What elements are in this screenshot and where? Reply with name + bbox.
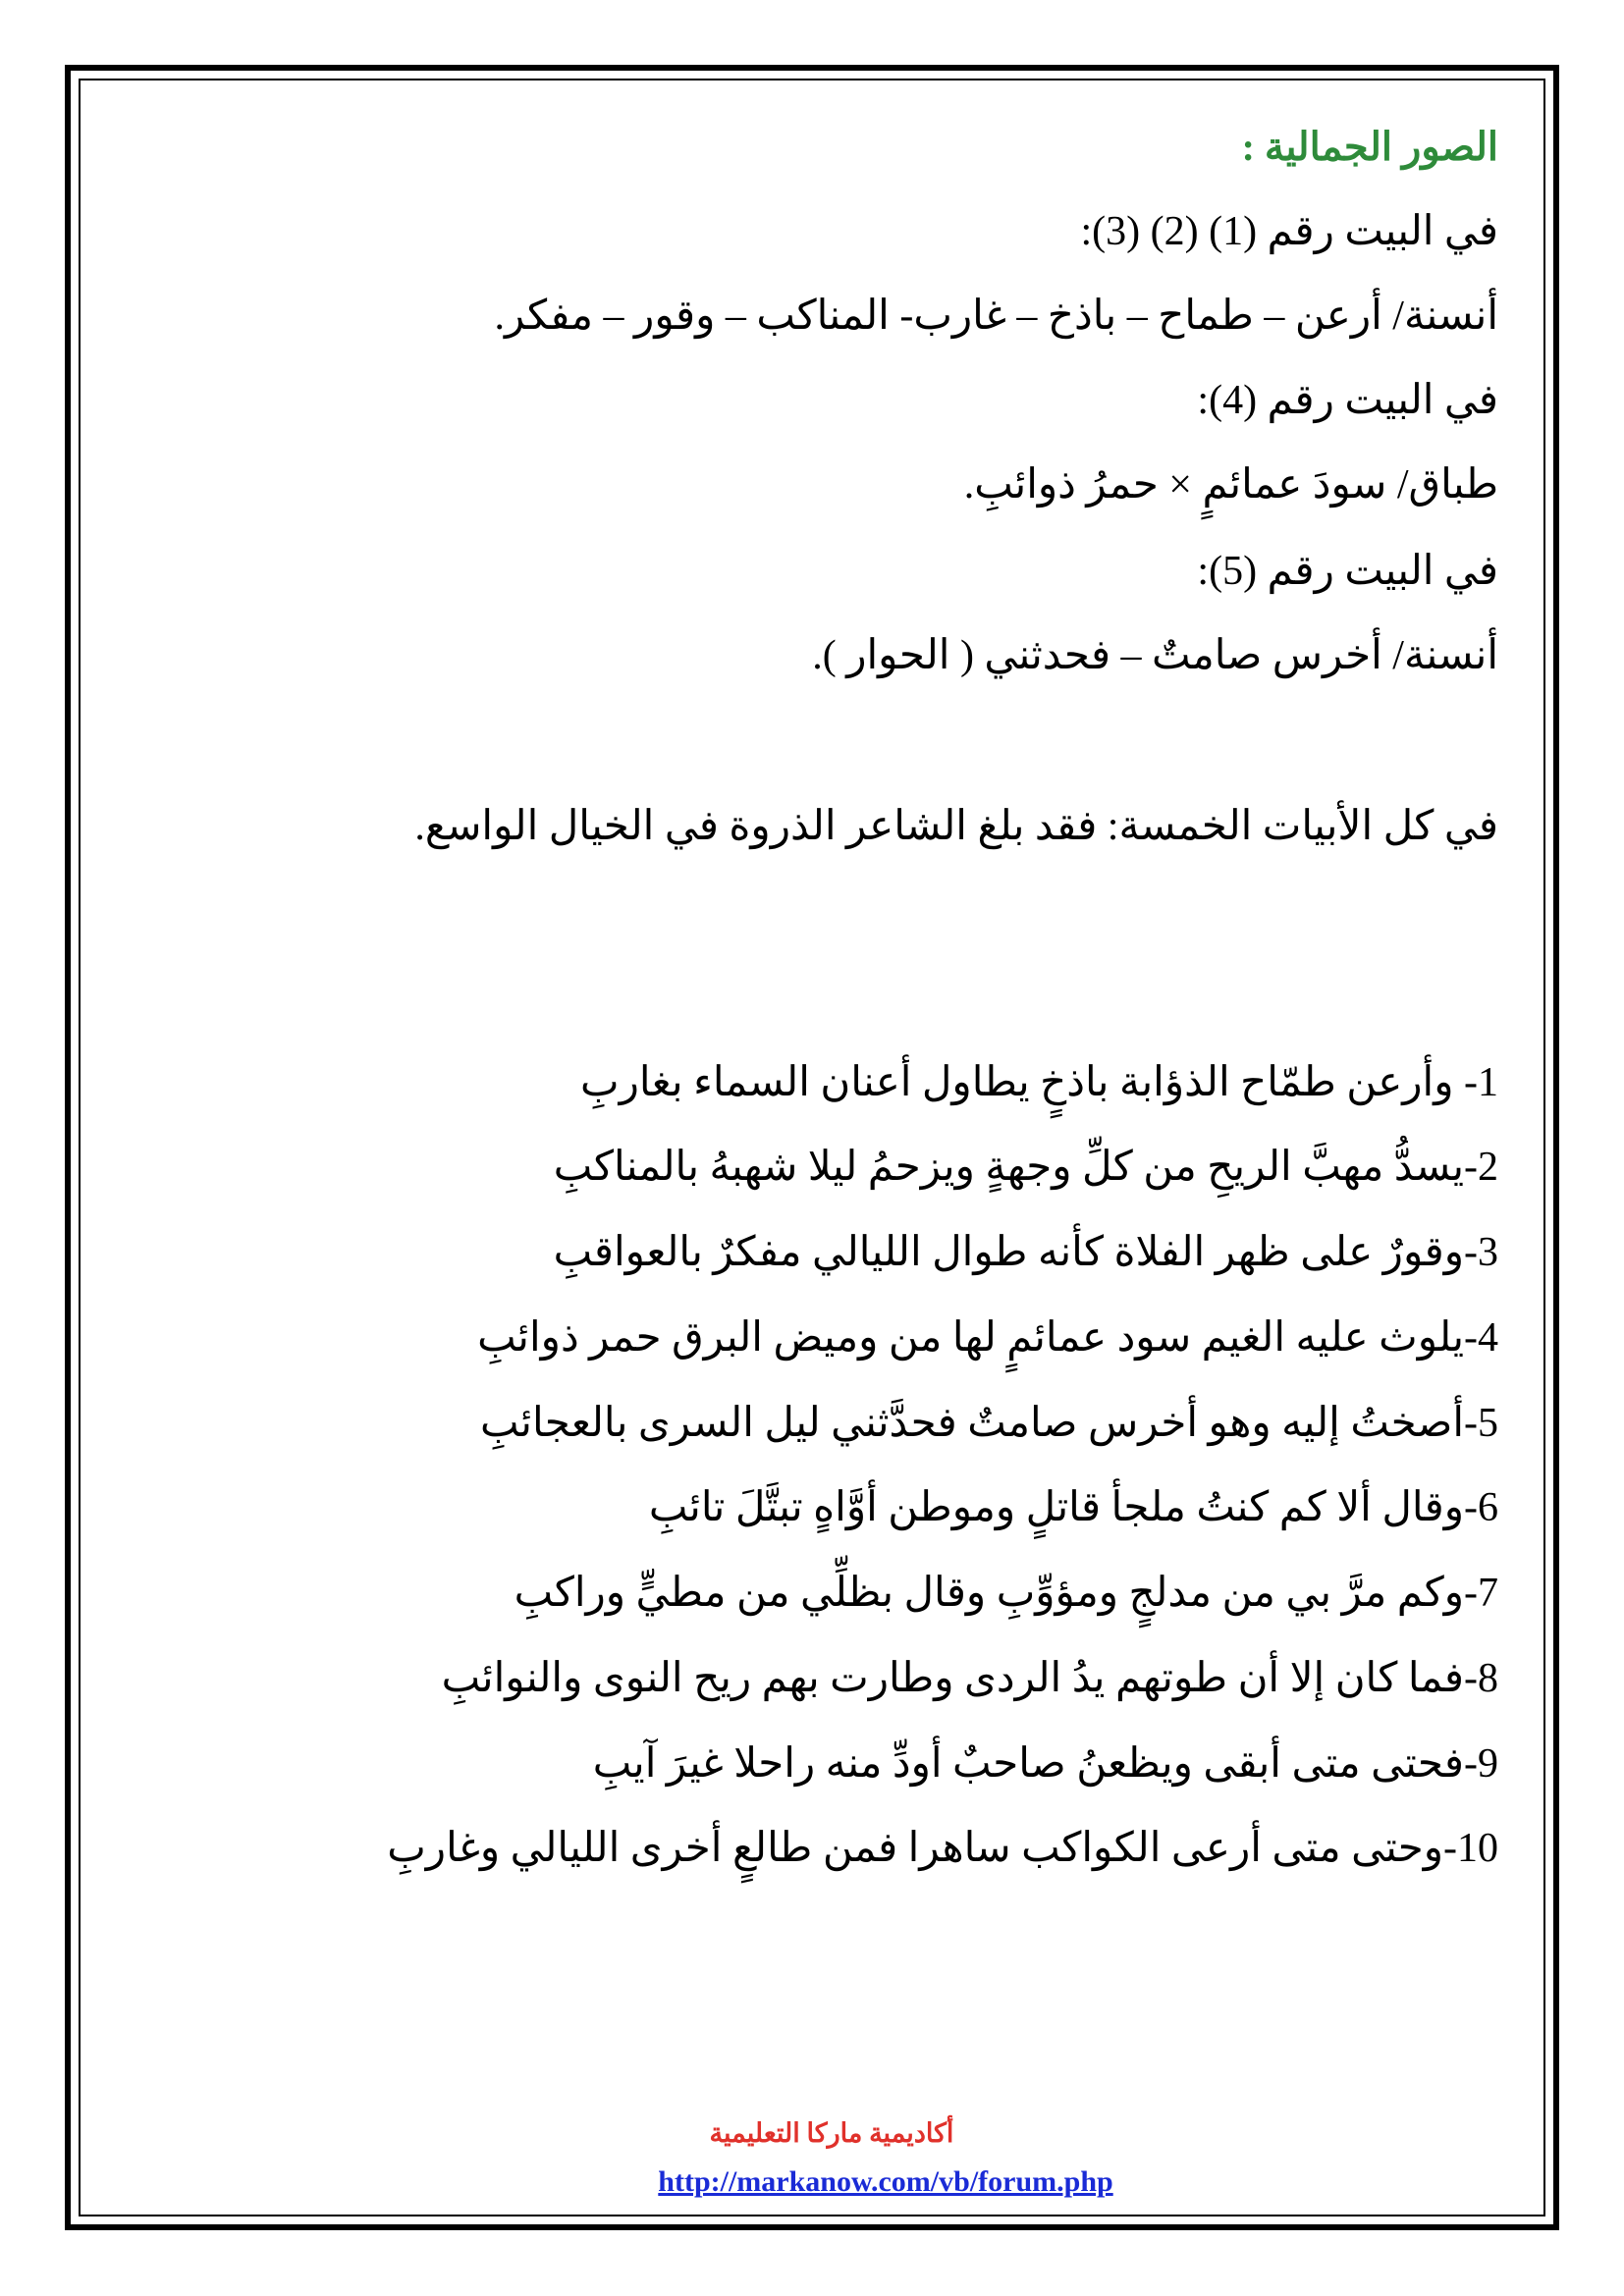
verse-line: 7-وكم مرَّ بي من مدلجٍ ومؤوِّبِ وقال بظلِّي من مطيٍّ وراكبِ [514,1571,1498,1616]
verse-line: 10-وحتى متى أرعى الكواكب ساهرا فمن طالعٍ أخرى الليالي وغاربِ [387,1826,1498,1871]
verse-line: 6-وقال ألا كم كنتُ ملجأ قاتلٍ وموطن أوَّاهٍ تبتَّلَ تائبِ [648,1485,1498,1530]
verse-line: 2-يسدُّ مهبَّ الريحِ من كلِّ وجهةٍ ويزحمُ ليلا شهبهُ بالمناكبِ [553,1145,1498,1190]
verse-line: 9-فحتى متى أبقى ويظعنُ صاحبٌ أودِّ منه راحلا غيرَ آيبِ [592,1741,1498,1787]
verse-line: 3-وقورٌ على ظهر الفلاة كأنه طوال الليالي مفكرٌ بالعواقبِ [553,1230,1498,1275]
analysis-summary: في كل الأبيات الخمسة: فقد بلغ الشاعر الذروة في الخيال الواسع. [414,804,1498,849]
analysis-line: في البيت رقم (1) (2) (3): [1080,209,1498,254]
verse-line: 8-فما كان إلا أن طوتهم يدُ الردى وطارت بهم ريح النوى والنوائبِ [441,1656,1498,1701]
analysis-line: طباق/ سودَ عمائمٍ × حمرُ ذوائبِ. [963,462,1498,507]
footer-forum-link[interactable]: http://markanow.com/vb/forum.php [658,2165,1113,2198]
section-title: الصور الجمالية : [1241,125,1498,169]
footer-academy-name: أكاديمية ماركا التعليمية [709,2118,954,2148]
verse-line: 4-يلوث عليه الغيم سود عمائمٍ لها من وميض البرق حمر ذوائبِ [477,1315,1498,1361]
analysis-line: في البيت رقم (4): [1197,378,1498,423]
verse-line: 1- وأرعن طمّاح الذؤابة باذخٍ يطاول أعنان السماء بغاربِ [580,1060,1498,1105]
analysis-line: في البيت رقم (5): [1197,549,1498,594]
analysis-line: أنسنة/ أخرس صامتٌ – فحدثني ( الحوار ). [812,633,1498,678]
verse-line: 5-أصختُ إليه وهو أخرس صامتٌ فحدَّثني ليل السرى بالعجائبِ [480,1401,1498,1446]
analysis-line: أنسنة/ أرعن – طماح – باذخ – غارب- المناكب – وقور – مفكر. [494,294,1498,339]
